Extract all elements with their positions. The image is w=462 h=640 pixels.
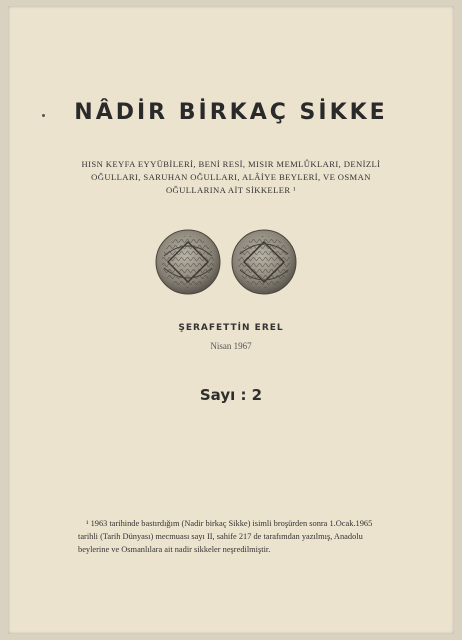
subtitle-line: HISN KEYFA EYYÜBİLERİ, BENİ RESİ, MISIR MEMLÛKLARI, DENİZLİ (81, 159, 381, 169)
issue-number: Sayı : 2 (199, 386, 263, 404)
footnote-line: tarihli (Tarih Dünyası) mecmuası sayı II, sahife 217 de tarafımdan yazılmış, Anadolu (78, 532, 363, 541)
coins-illustration (150, 226, 310, 298)
footnote (78, 517, 396, 556)
coin-2-icon (232, 230, 296, 294)
publication-date: Nisan 1967 (210, 341, 252, 351)
footnote-line: beylerine ve Osmanlılara ait nadir sikkeler neşredilmiştir. (78, 545, 271, 554)
subtitle (60, 158, 402, 197)
footnote-line: ¹ 1963 tarihinde bastırdığım (Nadir birkaç Sikke) isimli broşürden sonra 1.Ocak.1965 (86, 519, 373, 528)
author-name: ŞERAFETTİN EREL (178, 323, 284, 333)
coin-1-icon (156, 230, 220, 294)
coin-images (150, 226, 310, 303)
page-title: NÂDİR BİRKAÇ SİKKE (74, 100, 388, 125)
subtitle-line: OĞULLARINA AİT SİKKELER ¹ (165, 185, 297, 195)
subtitle-line: OĞULLARI, SARUHAN OĞULLARI, ALÂİYE BEYLERİ, VE OSMAN (91, 172, 371, 182)
